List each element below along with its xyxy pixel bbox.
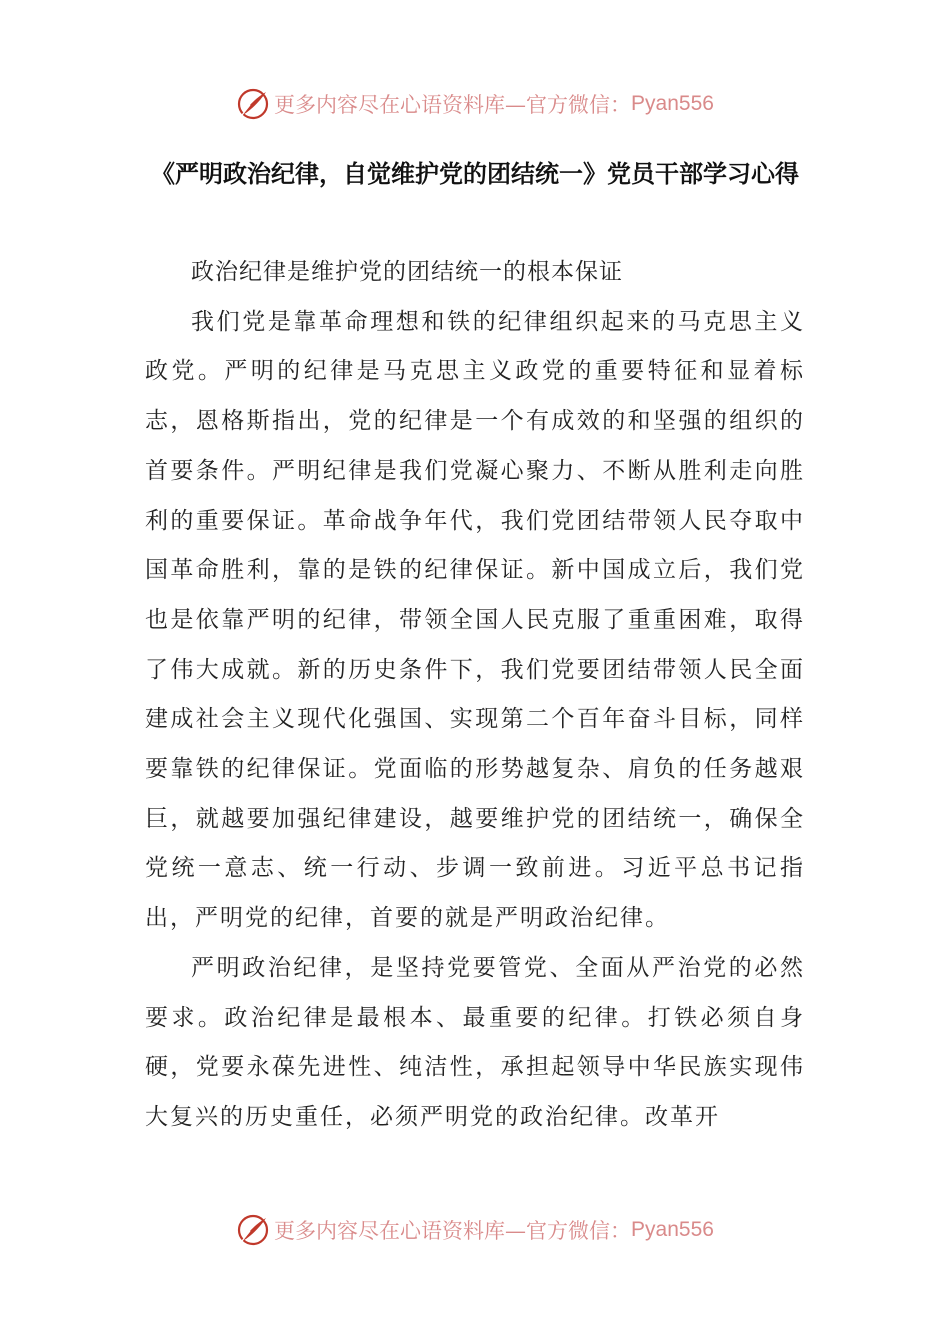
quill-logo-icon	[236, 1213, 270, 1247]
banner-text: 更多内容尽在心语资料库—官方微信：	[274, 93, 632, 117]
document-body	[145, 248, 805, 1143]
wechat-id: Pyan556	[631, 1218, 714, 1241]
header-banner	[0, 82, 950, 126]
footer-banner	[0, 1208, 950, 1252]
quill-logo-icon	[236, 87, 270, 121]
document-title: 《严明政治纪律，自觉维护党的团结统一》党员干部学习心得	[151, 160, 799, 188]
paragraph: 我们党是靠革命理想和铁的纪律组织起来的马克思主义政党。严明的纪律是马克思主义政党的重要特征和显着标志，恩格斯指出，党的纪律是一个有成效的和坚强的组织的首要条件。严明纪律是我们党凝心聚力、不断从胜利走向胜利的重要保证。革命战争年代，我们党团结带领人民夺取中国革命胜利，靠的是铁的纪律保证。新中国成立后，我们党也是依靠严明的纪律，带领全国人民克服了重重困难，取得了伟大成就。新的历史条件下，我们党要团结带领人民全面建成社会主义现代化强国、实现第二个百年奋斗目标，同样要靠铁的纪律保证。党面临的形势越复杂、肩负的任务越艰巨，就越要加强纪律建设，越要维护党的团结统一，确保全党统一意志、统一行动、步调一致前进。习近平总书记指出，严明党的纪律，首要的就是严明政治纪律。	[145, 308, 805, 932]
banner-text: 更多内容尽在心语资料库—官方微信：	[274, 1219, 632, 1243]
wechat-id: Pyan556	[631, 92, 714, 115]
section-heading: 政治纪律是维护党的团结统一的根本保证	[191, 259, 623, 285]
paragraph: 严明政治纪律，是坚持党要管党、全面从严治党的必然要求。政治纪律是最根本、最重要的纪律。打铁必须自身硬，党要永葆先进性、纯洁性，承担起领导中华民族实现伟大复兴的历史重任，必须严明党的政治纪律。改革开	[145, 954, 805, 1130]
